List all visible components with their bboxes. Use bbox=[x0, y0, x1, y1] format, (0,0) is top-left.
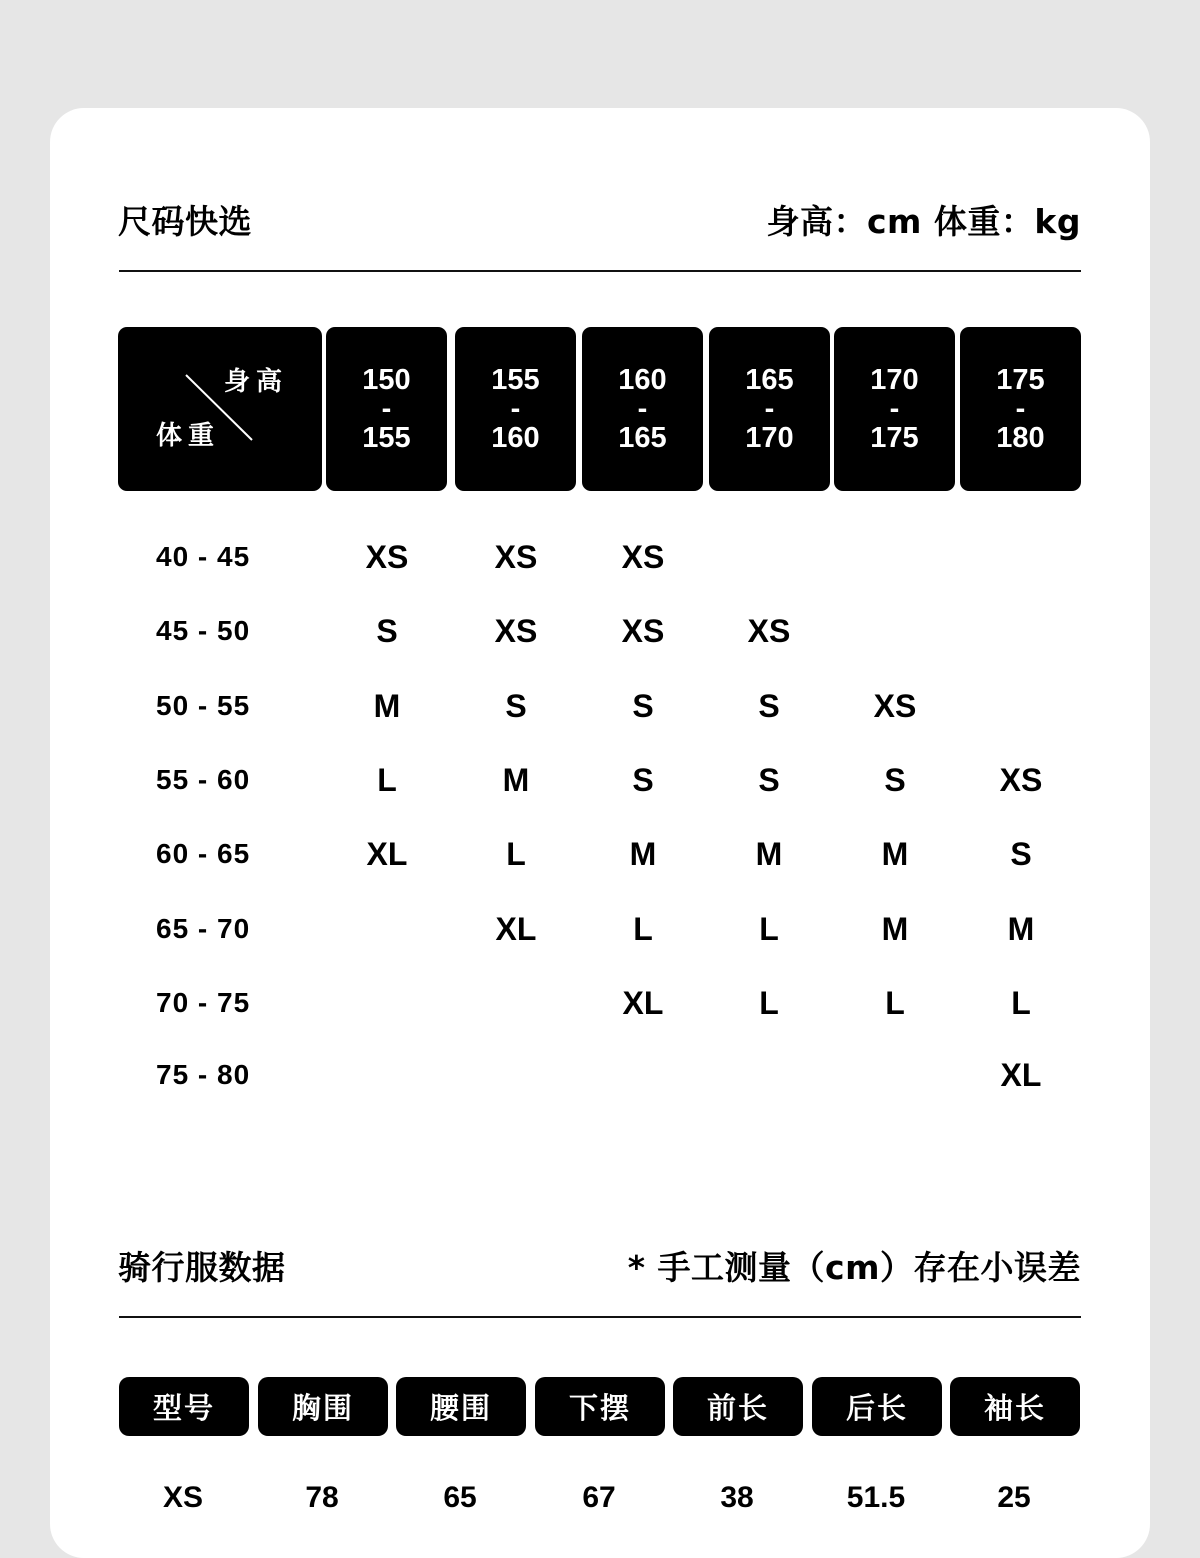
column-header: 前长 bbox=[673, 1377, 803, 1436]
size-cell: M bbox=[881, 911, 909, 947]
height-header-cell bbox=[455, 327, 576, 491]
size-guide-card bbox=[50, 108, 1150, 1558]
size-cell: M bbox=[881, 836, 909, 872]
size-cell bbox=[961, 686, 1081, 726]
measurement-note: * 手工测量（cm）存在小误差 bbox=[627, 1248, 1081, 1287]
height-high: 180 bbox=[996, 421, 1045, 454]
table-row bbox=[118, 983, 1081, 1023]
weight-range: 55 - 60 bbox=[156, 764, 251, 795]
weight-range: 45 - 50 bbox=[156, 615, 251, 646]
quick-size-title: 尺码快选 bbox=[118, 202, 252, 241]
size-cell: XS bbox=[494, 539, 538, 575]
size-cell bbox=[456, 1055, 576, 1095]
size-cell: M bbox=[373, 688, 401, 724]
height-sep: - bbox=[637, 392, 648, 425]
size-cell: S bbox=[758, 688, 780, 724]
size-cell: XS bbox=[873, 688, 917, 724]
units-note: 身高：cm 体重：kg bbox=[766, 202, 1081, 241]
height-high: 165 bbox=[618, 421, 667, 454]
column-header: 型号 bbox=[119, 1377, 249, 1436]
table-row bbox=[118, 834, 1081, 874]
size-cell: L bbox=[885, 985, 905, 1021]
height-high: 175 bbox=[870, 421, 919, 454]
column-header: 袖长 bbox=[950, 1377, 1080, 1436]
size-cell: L bbox=[377, 762, 397, 798]
garment-data-header bbox=[118, 1242, 1081, 1289]
size-cell: L bbox=[633, 911, 653, 947]
size-cell: M bbox=[755, 836, 783, 872]
weight-range: 50 - 55 bbox=[156, 690, 251, 721]
size-cell bbox=[709, 1055, 829, 1095]
height-low: 165 bbox=[745, 363, 794, 396]
size-cell: XL bbox=[1000, 1057, 1042, 1093]
size-cell bbox=[961, 611, 1081, 651]
weight-range: 60 - 65 bbox=[156, 838, 251, 869]
divider bbox=[119, 270, 1081, 272]
size-cell: S bbox=[758, 762, 780, 798]
height-sep: - bbox=[381, 392, 392, 425]
height-sep: - bbox=[889, 392, 900, 425]
size-cell: XS bbox=[494, 613, 538, 649]
table-row bbox=[118, 537, 1081, 577]
table-row bbox=[118, 1055, 1081, 1095]
size-cell: XS bbox=[365, 539, 409, 575]
diagonal-divider-icon bbox=[118, 327, 322, 491]
height-low: 160 bbox=[618, 363, 667, 396]
height-header-cell bbox=[582, 327, 703, 491]
table-row bbox=[118, 611, 1081, 651]
height-axis-label: 身高 bbox=[224, 367, 289, 397]
weight-range: 75 - 80 bbox=[156, 1059, 251, 1090]
size-cell: XS bbox=[999, 762, 1043, 798]
height-low: 150 bbox=[362, 363, 411, 396]
height-header-cell bbox=[709, 327, 830, 491]
size-cell: S bbox=[632, 688, 654, 724]
height-high: 160 bbox=[491, 421, 540, 454]
quick-size-header bbox=[118, 196, 1081, 243]
weight-range: 65 - 70 bbox=[156, 913, 251, 944]
size-cell: L bbox=[759, 985, 779, 1021]
column-header: 腰围 bbox=[396, 1377, 526, 1436]
height-low: 170 bbox=[870, 363, 919, 396]
table-row bbox=[118, 760, 1081, 800]
column-header: 胸围 bbox=[258, 1377, 388, 1436]
size-cell: XS bbox=[747, 613, 791, 649]
size-cell: S bbox=[505, 688, 527, 724]
size-cell bbox=[835, 1055, 955, 1095]
size-cell: XL bbox=[495, 911, 537, 947]
size-cell bbox=[327, 909, 447, 949]
table-cell: 38 bbox=[720, 1481, 754, 1514]
height-high: 170 bbox=[745, 421, 794, 454]
table-row bbox=[118, 909, 1081, 949]
corner-header-cell bbox=[118, 327, 322, 491]
table-row bbox=[118, 686, 1081, 726]
table-cell: XS bbox=[162, 1481, 204, 1514]
height-low: 175 bbox=[996, 363, 1045, 396]
height-header-cell bbox=[834, 327, 955, 491]
size-cell: L bbox=[506, 836, 526, 872]
height-sep: - bbox=[510, 392, 521, 425]
size-cell bbox=[327, 983, 447, 1023]
size-cell bbox=[709, 537, 829, 577]
table-cell: 25 bbox=[997, 1481, 1031, 1514]
size-cell bbox=[583, 1055, 703, 1095]
divider bbox=[119, 1316, 1081, 1318]
size-cell: M bbox=[1007, 911, 1035, 947]
size-cell: M bbox=[502, 762, 530, 798]
weight-range: 40 - 45 bbox=[156, 541, 251, 572]
garment-data-title: 骑行服数据 bbox=[118, 1248, 286, 1287]
size-cell bbox=[835, 611, 955, 651]
size-cell: S bbox=[632, 762, 654, 798]
size-cell bbox=[961, 537, 1081, 577]
size-cell: S bbox=[376, 613, 398, 649]
table-row bbox=[118, 1478, 1081, 1518]
size-cell bbox=[835, 537, 955, 577]
height-low: 155 bbox=[491, 363, 540, 396]
weight-range: 70 - 75 bbox=[156, 987, 251, 1018]
size-cell: L bbox=[759, 911, 779, 947]
height-high: 155 bbox=[362, 421, 411, 454]
table-cell: 65 bbox=[443, 1481, 477, 1514]
table-cell: 67 bbox=[582, 1481, 616, 1514]
column-header: 后长 bbox=[812, 1377, 942, 1436]
size-cell: XL bbox=[366, 836, 408, 872]
size-cell: L bbox=[1011, 985, 1031, 1021]
size-cell: XS bbox=[621, 613, 665, 649]
size-cell: M bbox=[629, 836, 657, 872]
table-cell: 78 bbox=[305, 1481, 339, 1514]
weight-axis-label: 体重 bbox=[156, 421, 221, 451]
size-cell: S bbox=[884, 762, 906, 798]
height-header-cell bbox=[326, 327, 447, 491]
height-sep: - bbox=[1015, 392, 1026, 425]
size-cell bbox=[456, 983, 576, 1023]
size-cell bbox=[327, 1055, 447, 1095]
height-sep: - bbox=[764, 392, 775, 425]
table-cell: 51.5 bbox=[846, 1481, 906, 1514]
size-cell: XL bbox=[622, 985, 664, 1021]
size-cell: S bbox=[1010, 836, 1032, 872]
column-header: 下摆 bbox=[535, 1377, 665, 1436]
size-cell: XS bbox=[621, 539, 665, 575]
height-header-cell bbox=[960, 327, 1081, 491]
